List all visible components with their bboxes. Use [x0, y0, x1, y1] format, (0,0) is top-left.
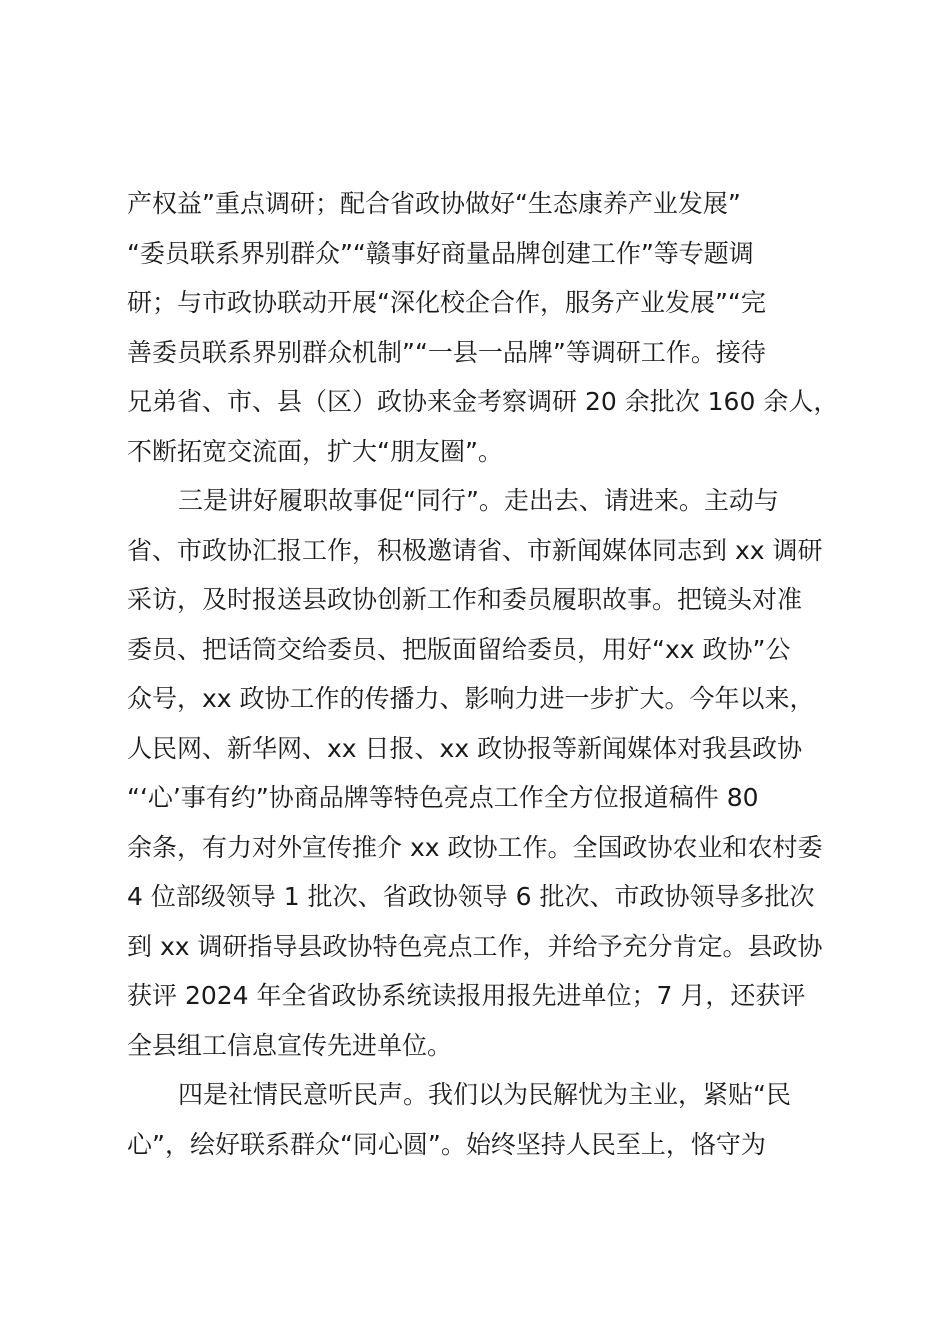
- text-line: 研；与市政协联动开展“深化校企合作，服务产业发展”“完: [127, 288, 766, 317]
- text-line: 众号，xx 政协工作的传播力、影响力进一步扩大。今年以来，: [127, 684, 815, 713]
- text-line: 产权益”重点调研；配合省政协做好“生态康养产业发展”: [127, 189, 741, 218]
- paragraph-public-opinion: [127, 1070, 837, 1169]
- text-line: 心”，绘好联系群众“同心圆”。始终坚持人民至上，恪守为: [127, 1129, 766, 1159]
- document-body: [127, 179, 837, 1169]
- text-line: 四是社情民意听民声。我们以为民解忧为主业，紧贴“民: [178, 1080, 791, 1109]
- text-line: 获评 2024 年全省政协系统读报用报先进单位；7 月，还获评: [127, 981, 806, 1010]
- text-line: “委员联系界别群众”“赣事好商量品牌创建工作”等专题调: [127, 238, 754, 268]
- text-line: 省、市政协汇报工作，积极邀请省、市新闻媒体同志到 xx 调研: [127, 535, 823, 565]
- text-line: 4 位部级领导 1 批次、省政协领导 6 批次、市政协领导多批次: [127, 882, 815, 911]
- text-line: 兄弟省、市、县（区）政协来金考察调研 20 余批次 160 余人，: [127, 387, 839, 416]
- text-line: 人民网、新华网、xx 日报、xx 政协报等新闻媒体对我县政协: [127, 733, 803, 763]
- text-line: 到 xx 调研指导县政协特色亮点工作，并给予充分肯定。县政协: [127, 931, 823, 961]
- text-line: 余条，有力对外宣传推介 xx 政协工作。全国政协农业和农村委: [127, 832, 823, 862]
- text-line: 委员、把话筒交给委员、把版面留给委员，用好“xx 政协”公: [127, 634, 791, 664]
- paragraph-stories: [127, 476, 837, 1070]
- text-line: 采访，及时报送县政协创新工作和委员履职故事。把镜头对准: [127, 585, 803, 614]
- text-line: 全县组工信息宣传先进单位。: [127, 1030, 453, 1060]
- text-line: 善委员联系界别群众机制”“一县一品牌”等调研工作。接待: [127, 337, 766, 367]
- text-line: “‘心’事有约”协商品牌等特色亮点工作全方位报道稿件 80: [127, 783, 759, 812]
- text-line: 不断拓宽交流面，扩大“朋友圈”。: [127, 436, 503, 466]
- text-line: 三是讲好履职故事促“同行”。走出去、请进来。主动与: [178, 486, 779, 515]
- paragraph-continued-research: [127, 179, 837, 476]
